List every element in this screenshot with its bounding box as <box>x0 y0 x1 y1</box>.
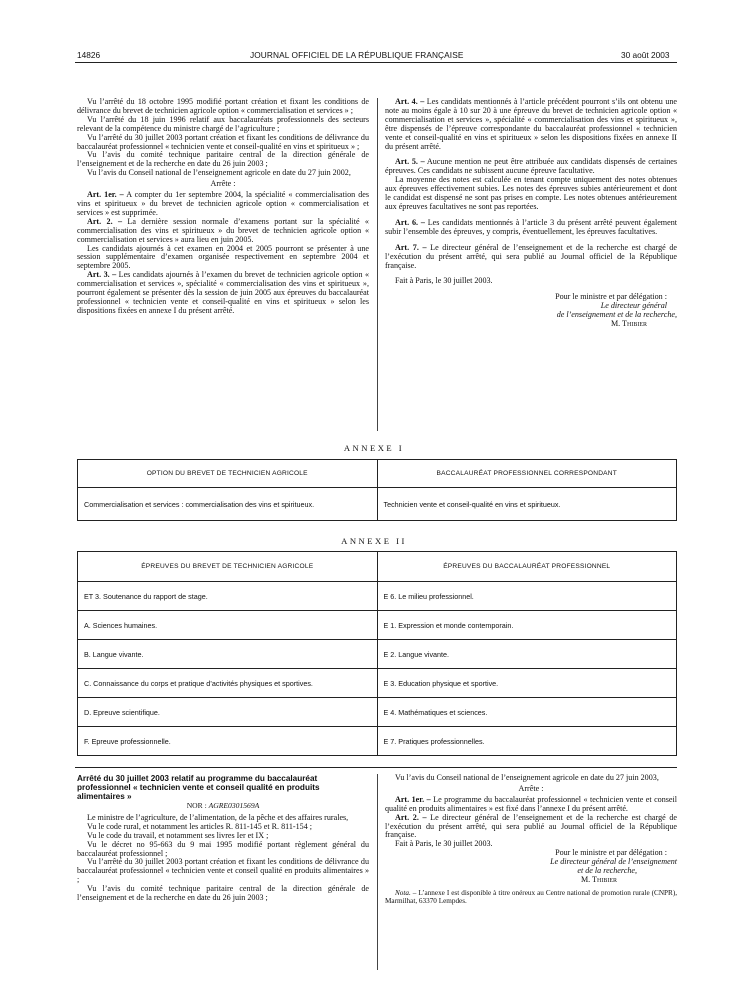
table-row <box>78 611 677 640</box>
table-cell: E 3. Education physique et sportive. <box>377 669 677 698</box>
article-paragraph <box>385 219 677 237</box>
visa-paragraph: Vu le code rural, et notamment les articles R. 811-145 et R. 811-154 ; <box>87 821 313 831</box>
article-label: Art. 5. – <box>395 157 425 167</box>
annex-2-table <box>77 551 677 756</box>
article-text: A compter du 1er septembre 2004, la spécialité « commercialisation des vins et spiritueux » du brevet de technicien agricole option « commercialisation et services » est supprimée. <box>77 190 369 217</box>
visa-paragraph: Vu l’arrêté du 18 juin 1996 relatif aux baccalauréats professionnels des secteurs relevant de la compétence du ministre chargé de l’agriculture ; <box>77 114 369 133</box>
article-paragraph <box>385 176 677 212</box>
first-text-left-column <box>77 98 369 316</box>
page-number: 14826 <box>77 50 101 60</box>
table-cell: E 4. Mathématiques et sciences. <box>377 698 677 727</box>
note-label: Nota. – <box>395 888 417 897</box>
article-text: Le programme du baccalauréat professionnel « technicien vente et conseil qualité en produits alimentaires » est fixé dans l’annexe I du présent arrêté. <box>385 794 677 813</box>
article-text: La dernière session normale d’examens portant sur la spécialité « commercialisation des vins et spiritueux » du brevet de technicien agricole option « commercialisation et services » aura lieu en juin 2005. <box>77 216 369 244</box>
article-paragraph <box>385 796 677 814</box>
column-divider <box>377 98 378 431</box>
visa-paragraph: Vu le décret no 95-663 du 9 mai 1995 modifié portant règlement général du baccalauréat professionnel ; <box>77 839 369 858</box>
visa-paragraph: Le ministre de l’agriculture, de l’alimentation, de la pêche et des affaires rurales, <box>87 812 349 822</box>
article-text: Le directeur général de l’enseignement et de la recherche est chargé de l’exécution du présent arrêté, qui sera publié au Journal officiel de la République française. <box>385 242 677 270</box>
table-row <box>78 582 677 611</box>
table-cell: Technicien vente et conseil-qualité en vins et spiritueux. <box>377 488 677 521</box>
table-row <box>78 640 677 669</box>
table-cell: E 7. Pratiques professionnelles. <box>377 727 677 756</box>
signature-line: Le directeur général <box>600 301 667 311</box>
table-cell: Commercialisation et services : commercialisation des vins et spiritueux. <box>78 488 378 521</box>
article-label: Art. 1er. – <box>87 190 124 200</box>
annex-2-title: ANNEXE II <box>341 536 407 546</box>
nor-code: AGRE0301569A <box>208 801 260 810</box>
nor-label: NOR : <box>186 801 207 810</box>
signature-block <box>385 849 677 885</box>
journal-title: JOURNAL OFFICIEL DE LA RÉPUBLIQUE FRANÇAISE <box>250 50 464 60</box>
column-header: ÉPREUVES DU BACCALAURÉAT PROFESSIONNEL <box>377 552 677 582</box>
article-text: La moyenne des notes est calculée en tenant compte uniquement des notes obtenues aux épreuves effectivement subies. Les notes des épreuves subies antérieurement et dont le candidat est dispensé ne sont pas prises en compte. Les notes obtenues antérieurement aux épreuves facultatives ne sont pas reportées. <box>385 175 677 211</box>
article-label: Art. 3. – <box>87 270 117 280</box>
table-cell: C. Connaissance du corps et pratique d’activités physiques et sportives. <box>78 669 378 698</box>
second-text-left-column <box>77 774 369 903</box>
article-text: Les candidats ajournés à cet examen en 2004 et 2005 pourront se présenter à une session supplémentaire d’examen organisée respectivement en septembre 2004 et septembre 2005. <box>77 243 369 271</box>
table-row <box>78 488 677 521</box>
table-cell: F. Epreuve professionnelle. <box>78 727 378 756</box>
annex-1-title: ANNEXE I <box>343 443 405 453</box>
visa-paragraph: Vu l’avis du Conseil national de l’enseignement agricole en date du 27 juin 2003, <box>395 773 659 782</box>
article-label: Art. 2. – <box>395 812 427 822</box>
table-row <box>78 727 677 756</box>
table-cell: A. Sciences humaines. <box>78 611 378 640</box>
column-header: OPTION DU BREVET DE TECHNICIEN AGRICOLE <box>78 460 378 488</box>
article-paragraph <box>385 814 677 841</box>
visa-paragraph: Vu l’avis du comité technique paritaire central de la direction générale de l’enseignement et de la recherche en date du 26 juin 2003 ; <box>77 150 369 169</box>
article-paragraph <box>77 271 369 316</box>
table-row <box>78 669 677 698</box>
header-rule <box>75 62 677 63</box>
visa-paragraph: Vu l’arrêté du 30 juillet 2003 portant création et fixant les conditions de délivrance du baccalauréat professionnel « technicien vente et conseil qualité en produits alimentaires » ; <box>77 857 369 885</box>
column-header: ÉPREUVES DU BREVET DE TECHNICIEN AGRICOLE <box>78 552 378 582</box>
table-header-row <box>78 552 677 582</box>
article-text: Aucune mention ne peut être attribuée aux candidats dispensés de certaines épreuves. Ces candidats ne subissent aucune épreuve facultative. <box>385 157 677 176</box>
table-cell: D. Epreuve scientifique. <box>78 698 378 727</box>
column-header: BACCALAURÉAT PROFESSIONNEL CORRESPONDANT <box>377 460 677 488</box>
arrete-heading: Arrête : <box>518 783 544 793</box>
annex-1-table <box>77 459 677 521</box>
article-text: Les candidats mentionnés à l’article précédent pourront s’ils ont obtenu une note au moins égale à 10 sur 20 à une épreuve du brevet de technicien agricole option « commercialisation et services », spécialité « commercialisation des vins et spiritueux », être dispensés de l’épreuve correspondante du baccalauréat professionnel « technicien vente et conseil-qualité en vins et spiritueux » selon les dispositions fixées en annexe II du présent arrêté. <box>385 97 678 151</box>
table-cell: B. Langue vivante. <box>78 640 378 669</box>
arrete-heading: Arrête : <box>210 179 236 189</box>
article-paragraph <box>77 191 369 218</box>
article-label: Art. 1er. – <box>395 794 431 804</box>
table-cell: ET 3. Soutenance du rapport de stage. <box>78 582 378 611</box>
article-label: Art. 4. – <box>395 97 425 106</box>
article-label: Art. 2. – <box>87 216 123 226</box>
signature-line: Le directeur général de l’enseignement <box>550 857 677 867</box>
article-paragraph <box>385 158 677 176</box>
table-cell: E 6. Le milieu professionnel. <box>377 582 677 611</box>
signatory-name: M. Thibier <box>580 874 617 884</box>
note-text: L’annexe I est disponible à titre onéreux au Centre national de promotion rurale (CNPR), Marmilhat, 63370 Lempdes. <box>385 888 678 905</box>
article-text: Les candidats mentionnés à l’article 3 du présent arrêté peuvent également subir l’ensemble des épreuves, y compris, éventuellement, les épreuves facultatives. <box>385 217 677 236</box>
visa-paragraph: Vu l’avis du Conseil national de l’enseignement agricole en date du 27 juin 2002, <box>87 168 351 178</box>
signature-line: et de la recherche, <box>577 866 637 876</box>
article-text: Le directeur général de l’enseignement et de la recherche est chargé de l’exécution du présent arrêté, qui sera publié au Journal officiel de la République française. <box>385 812 677 840</box>
article-paragraph <box>77 218 369 245</box>
signature-line: Pour le ministre et par délégation : <box>555 848 667 858</box>
article-label: Art. 6. – <box>395 217 425 227</box>
section-rule <box>75 767 677 768</box>
footnote <box>385 889 677 905</box>
done-at: Fait à Paris, le 30 juillet 2003. <box>395 839 493 849</box>
article-paragraph <box>385 244 677 271</box>
signature-block <box>385 293 677 329</box>
done-at: Fait à Paris, le 30 juillet 2003. <box>395 276 493 286</box>
visa-paragraph: Vu l’avis du comité technique paritaire central de la direction générale de l’enseignement et de la recherche en date du 26 juin 2003 ; <box>77 884 369 903</box>
table-header-row <box>78 460 677 488</box>
visa-paragraph: Vu l’arrêté du 18 octobre 1995 modifié portant création et fixant les conditions de délivrance du brevet de technicien agricole option « commercialisation et services » ; <box>77 97 369 115</box>
signatory-name: M. Thibier <box>610 319 647 329</box>
visa-paragraph: Vu l’arrêté du 30 juillet 2003 portant création et fixant les conditions de délivrance du baccalauréat professionnel « technicien vente et conseil-qualité en vins et spiritueux » ; <box>77 132 369 151</box>
signature-line: Pour le ministre et par délégation : <box>555 292 667 302</box>
article-paragraph <box>385 98 677 151</box>
article-label: Art. 7. – <box>395 242 427 252</box>
article-paragraph <box>77 245 369 272</box>
decree-title: Arrêté du 30 juillet 2003 relatif au programme du baccalauréat professionnel « technicien vente et conseil qualité en produits alimentaires » <box>77 774 320 801</box>
page-header <box>0 0 748 70</box>
article-text: Les candidats ajournés à l’examen du brevet de technicien agricole option « commercialisation et services », spécialité « commercialisation des vins et spiritueux », pourront également se présenter dès la session de juin 2005 aux épreuves du baccalauréat professionnel « technicien vente et conseil-qualité en vins et spiritueux » selon les dispositions fixées en annexe I du présent arrêté. <box>77 270 369 315</box>
visa-paragraph: Vu le code du travail, et notamment ses livres Ier et IX ; <box>87 830 269 840</box>
signature-line: de l’enseignement et de la recherche, <box>556 310 677 320</box>
table-cell: E 2. Langue vivante. <box>377 640 677 669</box>
nor-reference <box>77 802 369 811</box>
first-text-right-column <box>385 98 677 329</box>
second-text-right-column <box>385 774 677 905</box>
table-cell: E 1. Expression et monde contemporain. <box>377 611 677 640</box>
column-divider <box>377 774 378 970</box>
issue-date: 30 août 2003 <box>621 50 670 60</box>
table-row <box>78 698 677 727</box>
